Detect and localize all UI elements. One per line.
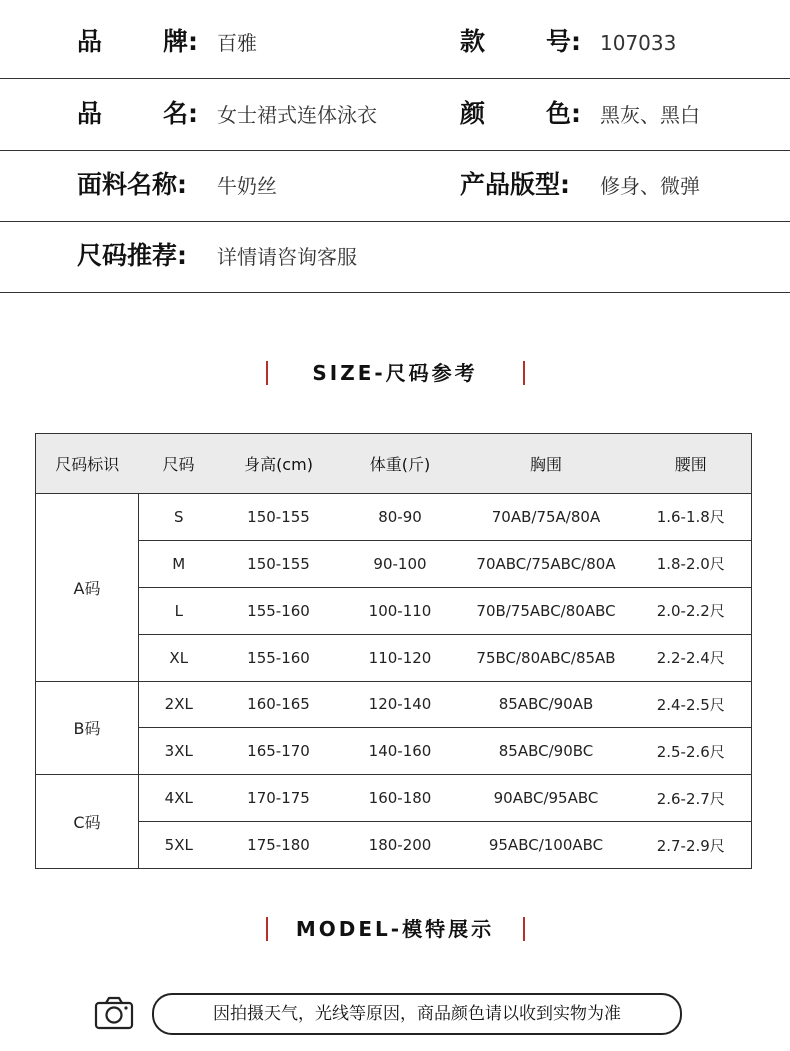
cell-bust: 85ABC/90AB — [462, 681, 631, 728]
group-label-b: B码 — [36, 681, 139, 775]
header-size: 尺码 — [139, 434, 219, 494]
product-name-label-b: 名: — [163, 99, 198, 128]
model-title-bar-right — [523, 917, 525, 941]
product-name-label — [77, 78, 207, 150]
table-row — [36, 587, 752, 634]
brand-label-b: 牌: — [163, 27, 198, 56]
brand-value: 百雅 — [217, 31, 257, 55]
product-name-value: 女士裙式连体泳衣 — [217, 103, 377, 127]
fit-label: 产品版型: — [460, 170, 570, 199]
cell-size: 4XL — [139, 775, 219, 822]
cell-waist: 1.6-1.8尺 — [631, 494, 752, 541]
brand-label-a: 品 — [77, 27, 103, 56]
info-row-size-advice — [0, 220, 790, 293]
table-row — [36, 822, 752, 869]
cell-height: 150-155 — [219, 540, 339, 587]
cell-bust: 70ABC/75ABC/80A — [462, 540, 631, 587]
fabric-value: 牛奶丝 — [217, 174, 277, 198]
color-value: 黑灰、黑白 — [600, 103, 700, 127]
cell-bust: 90ABC/95ABC — [462, 775, 631, 822]
fabric-label: 面料名称: — [77, 170, 187, 199]
fit-value: 修身、微弹 — [600, 174, 700, 198]
cell-size: L — [139, 587, 219, 634]
cell-size: 3XL — [139, 728, 219, 775]
header-height: 身高(cm) — [219, 434, 339, 494]
header-weight: 体重(斤) — [339, 434, 462, 494]
cell-height: 165-170 — [219, 728, 339, 775]
size-advice-label: 尺码推荐: — [77, 241, 187, 270]
model-section-title: MODEL-模特展示 — [295, 917, 495, 941]
cell-height: 150-155 — [219, 494, 339, 541]
cell-height: 175-180 — [219, 822, 339, 869]
cell-waist: 1.8-2.0尺 — [631, 540, 752, 587]
cell-bust: 75BC/80ABC/85AB — [462, 634, 631, 681]
size-section-title: SIZE-尺码参考 — [312, 361, 478, 385]
table-row — [36, 728, 752, 775]
color-disclaimer: 因拍摄天气，光线等原因，商品颜色请以收到实物为准 — [152, 993, 682, 1035]
cell-weight: 180-200 — [339, 822, 462, 869]
product-name-label-a: 品 — [77, 99, 103, 128]
cell-bust: 85ABC/90BC — [462, 728, 631, 775]
cell-weight: 80-90 — [339, 494, 462, 541]
style-no-value: 107033 — [600, 31, 677, 55]
cell-weight: 160-180 — [339, 775, 462, 822]
size-table — [35, 433, 752, 869]
brand-label — [77, 6, 207, 78]
cell-waist: 2.6-2.7尺 — [631, 775, 752, 822]
cell-weight: 100-110 — [339, 587, 462, 634]
table-row — [36, 634, 752, 681]
cell-waist: 2.4-2.5尺 — [631, 681, 752, 728]
cell-size: 5XL — [139, 822, 219, 869]
table-row — [36, 540, 752, 587]
camera-icon — [94, 996, 134, 1030]
cell-bust: 70B/75ABC/80ABC — [462, 587, 631, 634]
info-row-name — [0, 78, 790, 151]
cell-size: XL — [139, 634, 219, 681]
info-row-fabric — [0, 149, 790, 222]
table-row — [36, 494, 752, 541]
header-bust: 胸围 — [462, 434, 631, 494]
group-label-a: A码 — [36, 494, 139, 682]
cell-waist: 2.0-2.2尺 — [631, 587, 752, 634]
color-label — [460, 78, 590, 150]
cell-waist: 2.7-2.9尺 — [631, 822, 752, 869]
table-row — [36, 775, 752, 822]
cell-bust: 70AB/75A/80A — [462, 494, 631, 541]
cell-height: 155-160 — [219, 587, 339, 634]
cell-waist: 2.2-2.4尺 — [631, 634, 752, 681]
cell-size: S — [139, 494, 219, 541]
header-waist: 腰围 — [631, 434, 752, 494]
cell-size: M — [139, 540, 219, 587]
style-no-label — [460, 6, 590, 78]
cell-waist: 2.5-2.6尺 — [631, 728, 752, 775]
style-no-label-a: 款 — [460, 27, 486, 56]
size-title-bar-right — [523, 361, 525, 385]
cell-weight: 110-120 — [339, 634, 462, 681]
table-row — [36, 681, 752, 728]
style-no-label-b: 号: — [546, 27, 581, 56]
cell-bust: 95ABC/100ABC — [462, 822, 631, 869]
size-advice-value: 详情请咨询客服 — [217, 245, 357, 269]
cell-weight: 140-160 — [339, 728, 462, 775]
cell-height: 160-165 — [219, 681, 339, 728]
cell-weight: 120-140 — [339, 681, 462, 728]
cell-size: 2XL — [139, 681, 219, 728]
size-table-header — [36, 434, 752, 494]
header-size-code: 尺码标识 — [36, 434, 139, 494]
cell-weight: 90-100 — [339, 540, 462, 587]
color-label-b: 色: — [546, 99, 581, 128]
info-row-brand — [0, 6, 790, 79]
group-label-c: C码 — [36, 775, 139, 869]
cell-height: 170-175 — [219, 775, 339, 822]
color-label-a: 颜 — [460, 99, 486, 128]
cell-height: 155-160 — [219, 634, 339, 681]
